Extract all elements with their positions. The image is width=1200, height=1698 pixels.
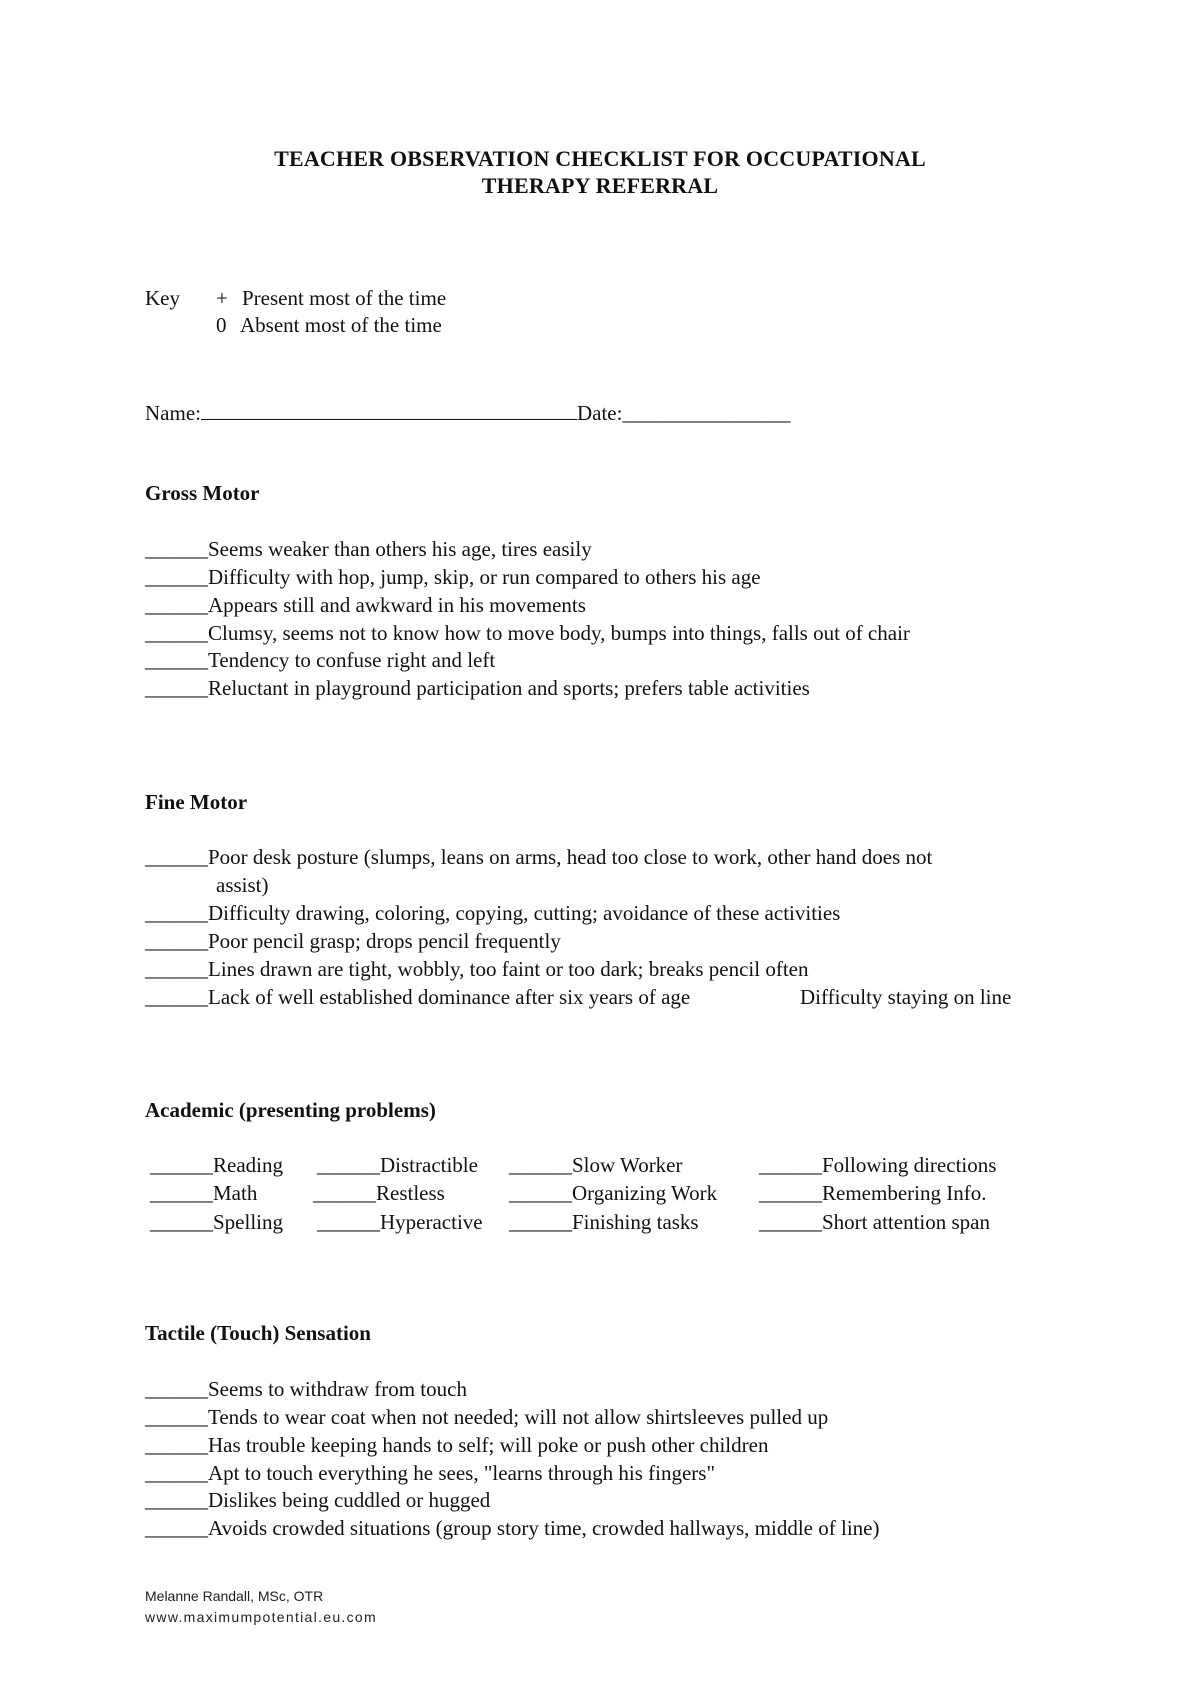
checklist-item[interactable]: ______Seems weaker than others his age, tires easily xyxy=(145,537,592,561)
academic-item-following-directions[interactable]: ______Following directions xyxy=(759,1153,997,1177)
name-blank-line[interactable] xyxy=(201,399,577,420)
academic-item-restless[interactable]: ______Restless xyxy=(313,1181,445,1205)
footer-website[interactable]: www.maximumpotential.eu.com xyxy=(145,1609,377,1625)
checklist-item[interactable]: ______Has trouble keeping hands to self; will poke or push other children xyxy=(145,1433,769,1457)
checklist-item[interactable]: ______Tends to wear coat when not needed; will not allow shirtsleeves pulled up xyxy=(145,1405,829,1429)
academic-item-remembering-info[interactable]: ______Remembering Info. xyxy=(759,1181,987,1205)
checklist-item[interactable]: ______Tendency to confuse right and left xyxy=(145,648,496,672)
key-text-absent: Absent most of the time xyxy=(240,313,442,337)
section-heading-academic: Academic (presenting problems) xyxy=(145,1098,436,1122)
checklist-item[interactable]: ______Difficulty with hop, jump, skip, or run compared to others his age xyxy=(145,565,761,589)
checklist-item-inline: Difficulty staying on line xyxy=(800,985,1012,1009)
academic-item-math[interactable]: ______Math xyxy=(150,1181,258,1205)
checklist-item[interactable]: ______Reluctant in playground participation and sports; prefers table activities xyxy=(145,676,810,700)
section-heading-fine-motor: Fine Motor xyxy=(145,790,248,814)
page-title-line-2: THERAPY REFERRAL xyxy=(481,173,719,198)
checklist-item[interactable]: ______Lines drawn are tight, wobbly, too faint or too dark; breaks pencil often xyxy=(145,957,809,981)
checklist-item[interactable]: ______Dislikes being cuddled or hugged xyxy=(145,1488,491,1512)
academic-item-spelling[interactable]: ______Spelling xyxy=(150,1210,284,1234)
name-label: Name: xyxy=(145,401,201,425)
page-title-line-1: TEACHER OBSERVATION CHECKLIST FOR OCCUPATIONAL xyxy=(274,146,926,171)
academic-item-organizing-work[interactable]: ______Organizing Work xyxy=(509,1181,718,1205)
academic-item-finishing-tasks[interactable]: ______Finishing tasks xyxy=(509,1210,699,1234)
section-heading-gross-motor: Gross Motor xyxy=(145,481,260,505)
checklist-item[interactable]: ______Poor pencil grasp; drops pencil frequently xyxy=(145,929,561,953)
name-field[interactable] xyxy=(145,399,790,426)
key-symbol-present: + xyxy=(216,286,228,310)
academic-item-hyperactive[interactable]: ______Hyperactive xyxy=(317,1210,483,1234)
section-heading-tactile: Tactile (Touch) Sensation xyxy=(145,1321,371,1345)
checklist-item[interactable]: ______Avoids crowded situations (group story time, crowded hallways, middle of line) xyxy=(145,1516,880,1540)
checklist-item[interactable]: ______Seems to withdraw from touch xyxy=(145,1377,467,1401)
checklist-item[interactable]: ______Difficulty drawing, coloring, copying, cutting; avoidance of these activities xyxy=(145,901,841,925)
date-label: Date: xyxy=(576,401,623,425)
footer-author: Melanne Randall, MSc, OTR xyxy=(145,1588,324,1604)
key-label: Key xyxy=(145,286,180,310)
checklist-item[interactable]: ______Poor desk posture (slumps, leans on arms, head too close to work, other hand does not xyxy=(145,845,933,869)
academic-item-slow-worker[interactable]: ______Slow Worker xyxy=(509,1153,683,1177)
academic-item-distractible[interactable]: ______Distractible xyxy=(317,1153,478,1177)
academic-item-short-attention-span[interactable]: ______Short attention span xyxy=(759,1210,990,1234)
checklist-item[interactable]: ______Appears still and awkward in his movements xyxy=(145,593,586,617)
checklist-item-continuation: assist) xyxy=(216,873,269,897)
key-text-present: Present most of the time xyxy=(242,286,447,310)
checklist-item[interactable]: ______Apt to touch everything he sees, "learns through his fingers" xyxy=(145,1461,716,1485)
academic-item-reading[interactable]: ______Reading xyxy=(150,1153,283,1177)
checklist-item[interactable]: ______Lack of well established dominance after six years of age xyxy=(145,985,691,1009)
date-blank-line[interactable]: ________________ xyxy=(622,401,791,425)
checklist-item[interactable]: ______Clumsy, seems not to know how to move body, bumps into things, falls out of chair xyxy=(145,621,910,645)
key-symbol-absent: 0 xyxy=(216,313,227,337)
